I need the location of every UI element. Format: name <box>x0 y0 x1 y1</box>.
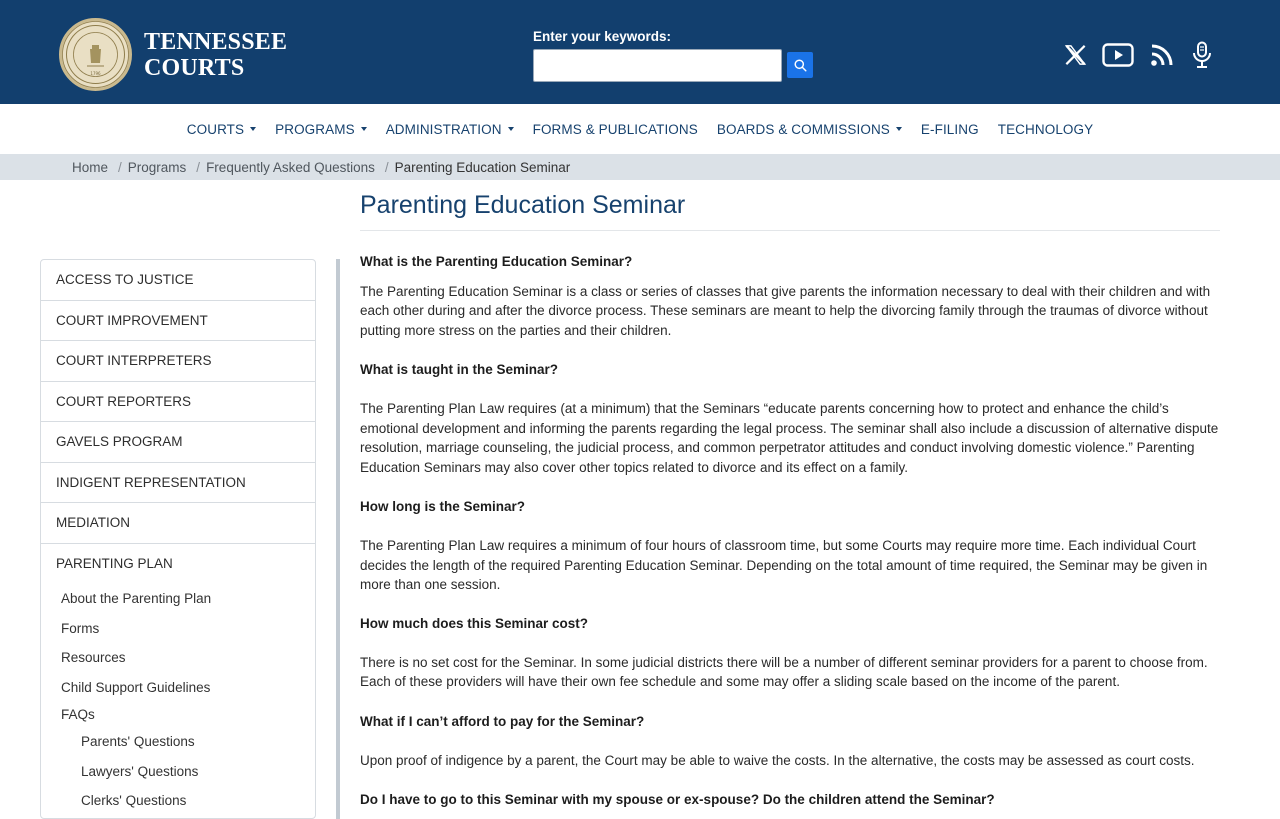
nav-label: BOARDS & COMMISSIONS <box>716 121 890 137</box>
breadcrumb <box>0 154 1280 180</box>
sidebar-nav <box>40 259 316 819</box>
search-input[interactable] <box>533 49 782 82</box>
nav-label: E-FILING <box>920 121 979 137</box>
faq-question: How long is the Seminar? <box>360 498 526 514</box>
faq-answer: The Parenting Education Seminar is a class or series of classes that give parents the information necessary to deal with their children and with each other during and after the divorce process. These seminars are meant to help the divorcing family through the traumas of divorce without putting more stress on the parties and their children. <box>360 283 1211 338</box>
site-brand[interactable] <box>144 29 287 81</box>
site-header <box>0 0 1280 104</box>
nav-label: COURTS <box>186 121 245 137</box>
sidebar-item-access-to-justice[interactable]: ACCESS TO JUSTICE <box>41 260 315 301</box>
faq-question: What if I can’t afford to pay for the Seminar? <box>360 713 645 729</box>
caret-down-icon <box>896 127 902 131</box>
sidebar-item-gavels-program[interactable]: GAVELS PROGRAM <box>41 422 315 463</box>
brand-line-1: TENNESSEE <box>144 29 288 55</box>
sidebar-subitem-child-support[interactable]: Child Support Guidelines <box>61 679 211 695</box>
breadcrumb-faq[interactable]: Frequently Asked Questions <box>206 159 375 175</box>
nav-technology[interactable] <box>998 122 1094 137</box>
search-label: Enter your keywords: <box>533 29 672 44</box>
sidebar-subitem-forms[interactable]: Forms <box>61 620 100 636</box>
breadcrumb-separator: / <box>196 159 201 175</box>
faq-question: How much does this Seminar cost? <box>360 615 589 631</box>
sidebar-subitem-faqs[interactable]: FAQs <box>61 707 95 722</box>
faq-content <box>360 252 1222 809</box>
youtube-icon[interactable] <box>1102 40 1134 70</box>
breadcrumb-programs[interactable]: Programs <box>127 159 187 175</box>
title-divider <box>360 230 1220 231</box>
sidebar-item-mediation[interactable]: MEDIATION <box>41 503 315 544</box>
faq-answer: There is no set cost for the Seminar. In some judicial districts there will be a number of different seminar providers for a parent to choose from. Each of these providers will have their own fee schedule and some may offer a sliding scale based on the income of the parent. <box>360 654 1208 690</box>
main-nav <box>0 104 1280 154</box>
faq-question: What is taught in the Seminar? <box>360 361 559 377</box>
nav-label: PROGRAMS <box>275 121 355 137</box>
nav-label: ADMINISTRATION <box>385 121 502 137</box>
search-button[interactable] <box>787 52 813 78</box>
caret-down-icon <box>361 127 367 131</box>
sidebar-item-parenting-plan[interactable]: PARENTING PLAN <box>56 556 173 572</box>
rss-icon[interactable] <box>1146 40 1178 70</box>
sidebar-item-court-improvement[interactable]: COURT IMPROVEMENT <box>41 301 315 342</box>
microphone-icon[interactable] <box>1186 40 1218 70</box>
nav-label: FORMS & PUBLICATIONS <box>532 121 698 137</box>
nav-administration[interactable] <box>386 122 514 137</box>
nav-label: TECHNOLOGY <box>997 121 1094 137</box>
faq-question: Do I have to go to this Seminar with my spouse or ex-spouse? Do the children attend the Seminar? <box>360 791 995 807</box>
faq-question: What is the Parenting Education Seminar? <box>360 254 633 269</box>
caret-down-icon <box>250 127 256 131</box>
nav-forms-publications[interactable] <box>533 122 698 137</box>
sidebar-faq-lawyers[interactable]: Lawyers' Questions <box>81 763 199 779</box>
content-accent-bar <box>336 259 340 819</box>
judiciary-seal-logo[interactable] <box>59 18 132 91</box>
sidebar-item-indigent-representation[interactable]: INDIGENT REPRESENTATION <box>41 463 315 504</box>
breadcrumb-home[interactable]: Home <box>72 159 109 175</box>
brand-line-2: COURTS <box>144 55 245 81</box>
search-icon <box>794 59 807 72</box>
sidebar-faq-parents[interactable]: Parents' Questions <box>81 734 195 750</box>
page-title: Parenting Education Seminar <box>360 191 686 219</box>
nav-programs[interactable] <box>275 122 367 137</box>
caret-down-icon <box>508 127 514 131</box>
sidebar-faq-clerks[interactable]: Clerks' Questions <box>81 793 187 809</box>
faq-answer: The Parenting Plan Law requires a minimum of four hours of classroom time, but some Courts may require more time. Each individual Court decides the length of the required Parenting Education Seminar. Depending on the total amount of time required, the Seminar may be given in more than one session. <box>360 537 1208 593</box>
breadcrumb-current: Parenting Education Seminar <box>394 159 571 175</box>
sidebar-item-court-reporters[interactable]: COURT REPORTERS <box>41 382 315 423</box>
faq-answer: The Parenting Plan Law requires (at a minimum) that the Seminars “educate parents concerning how to protect and enhance the child’s emotional development and informing the parents regarding the legal process. The seminar shall also include a discussion of alternative dispute resolution, marriage counseling, the judicial process, and common perpetrator attitudes and conduct involving domestic violence.” Parenting Education Seminars may also cover other topics related to divorce and its effect on a family. <box>360 400 1219 475</box>
sidebar-subitem-about[interactable]: About the Parenting Plan <box>61 591 212 607</box>
faq-answer: Upon proof of indigence by a parent, the Court may be able to waive the costs. In the alternative, the costs may be assessed as court costs. <box>360 752 1195 768</box>
sidebar-subitem-resources[interactable]: Resources <box>61 650 126 666</box>
sidebar-item-court-interpreters[interactable]: COURT INTERPRETERS <box>41 341 315 382</box>
nav-e-filing[interactable] <box>921 122 979 137</box>
nav-boards-commissions[interactable] <box>717 122 902 137</box>
breadcrumb-separator: / <box>118 159 122 175</box>
nav-courts[interactable] <box>187 122 256 137</box>
svg-text:1796: 1796 <box>90 71 101 76</box>
breadcrumb-separator: / <box>384 159 389 175</box>
x-icon[interactable] <box>1059 40 1091 70</box>
